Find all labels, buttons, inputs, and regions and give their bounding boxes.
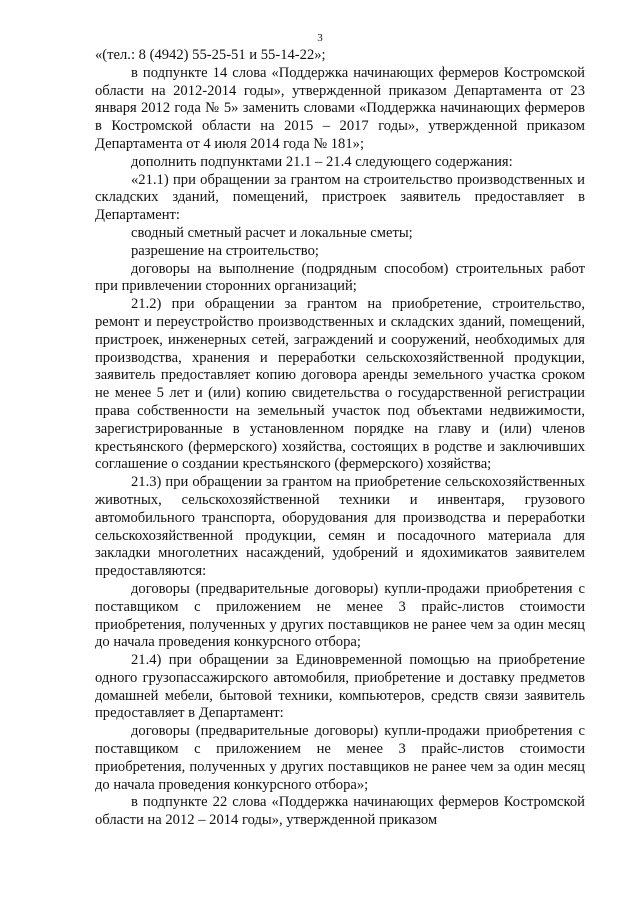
paragraph: 21.2) при обращении за грантом на приобретение, строительство, ремонт и переустройство производственных и складских зданий, помещений, пристроек, инженерных сетей, заграждений и сооружений, необходимых для производства, хранения и переработки сельскохозяйственной продукции, заявитель предоставляет копию договора аренды земельного участка сроком не менее 5 лет и (или) копию свидетельства о государственной регистрации права собственности на земельный участок под объектами недвижимости, зарегистрированные в установленном порядке на главу и (или) членов крестьянского (фермерского) хозяйства, состоящих в родстве и заключивших соглашение о создании крестьянского (фермерского) хозяйства; (95, 296, 585, 473)
paragraph: дополнить подпунктами 21.1 – 21.4 следующего содержания: (131, 153, 513, 170)
page-number: 3 (317, 32, 323, 44)
paragraph: договоры (предварительные договоры) купли-продажи приобретения с поставщиком с приложением не менее 3 прайс-листов стоимости приобретения, полученных у других поставщиков не ранее чем за один месяц до начала проведения конкурсного отбора»; (95, 723, 585, 793)
paragraph: «(тел.: 8 (4942) 55-25-51 и 55-14-22»; (95, 47, 326, 63)
paragraph: в подпункте 14 слова «Поддержка начинающих фермеров Костромской области на 2012-2014 годы», утвержденной приказом Департамента от 23 января 2012 года № 5» заменить словами «Поддержка начинающих фермеров в Костромской области на 2015 – 2017 годы», утвержденной приказом Департамента от 4 июля 2014 года № 181»; (95, 64, 585, 152)
paragraph: 21.3) при обращении за грантом на приобретение сельскохозяйственных животных, сельскохозяйственной техники и инвентаря, грузового автомобильного транспорта, оборудования для производства и переработки сельскохозяйственной продукции, семян и посадочного материала для закладки многолетних насаждений, удобрений и ядохимикатов заявителем предоставляются: (95, 474, 585, 580)
paragraph: договоры на выполнение (подрядным способом) строительных работ при привлечении сторонних организаций; (95, 260, 585, 295)
paragraph: сводный сметный расчет и локальные сметы; (131, 224, 413, 241)
paragraph: разрешение на строительство; (131, 242, 319, 259)
paragraph: в подпункте 22 слова «Поддержка начинающих фермеров Костромской области на 2012 – 2014 годы», утвержденной приказом (95, 794, 585, 829)
paragraph: 21.4) при обращении за Единовременной помощью на приобретение одного грузопассажирского автомобиля, приобретение и доставку предметов домашней мебели, бытовой техники, компьютеров, средств связи заявитель предоставляет в Департамент: (95, 652, 585, 722)
paragraph: договоры (предварительные договоры) купли-продажи приобретения с поставщиком с приложением не менее 3 прайс-листов стоимости приобретения, полученных у других поставщиков не ранее чем за один месяц до начала проведения конкурсного отбора; (95, 580, 585, 651)
document-body (95, 47, 585, 830)
paragraph: «21.1) при обращении за грантом на строительство производственных и складских зданий, помещений, пристроек заявитель предоставляет в Департамент: (95, 171, 585, 224)
